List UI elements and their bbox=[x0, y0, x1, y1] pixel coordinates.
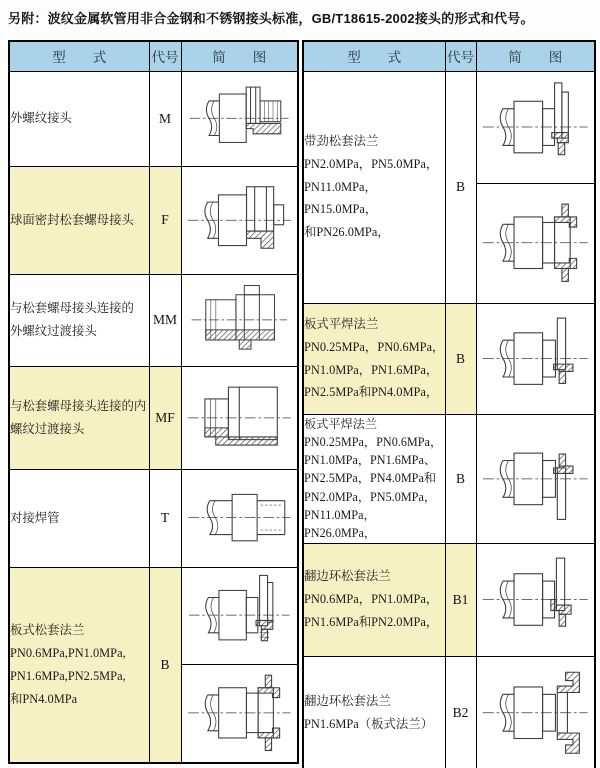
neck-loose-flange-diagram bbox=[477, 72, 595, 183]
loose-nut-fitting-diagram bbox=[182, 167, 298, 274]
fitting-code: T bbox=[149, 469, 181, 567]
plate-loose-flange-diagram bbox=[182, 568, 298, 664]
fitting-type-label: 带劲松套法兰 PN2.0MPa，PN5.0MPa， PN11.0MPa，PN15.0MPa， 和PN26.0MPa， bbox=[303, 71, 445, 303]
fitting-type-label: 翻边环松套法兰 PN0.6MPa，PN1.0MPa， PN1.6MPa和PN2.0MPa， bbox=[303, 543, 445, 656]
table-row bbox=[303, 414, 595, 543]
table-row bbox=[303, 656, 595, 768]
fitting-type-label: 与松套螺母接头连接的内 螺纹过渡接头 bbox=[9, 366, 149, 469]
col-header-type: 型 式 bbox=[9, 41, 149, 71]
table-row bbox=[303, 543, 595, 656]
col-header-diagram: 简 图 bbox=[476, 41, 595, 71]
male-thread-fitting-diagram bbox=[182, 72, 298, 166]
plate-weld-flange-diagram bbox=[477, 304, 595, 414]
fittings-table-right bbox=[302, 40, 596, 768]
flanged-plate-flange-diagram bbox=[477, 657, 595, 768]
fitting-code: M bbox=[149, 71, 181, 166]
table-row bbox=[303, 71, 595, 183]
table-row bbox=[9, 567, 298, 664]
fitting-code: B2 bbox=[445, 656, 476, 768]
male-female-adapter-diagram bbox=[182, 367, 298, 469]
table-row bbox=[9, 366, 298, 469]
fitting-type-label: 对接焊管 bbox=[9, 469, 149, 567]
fitting-type-label: 板式平焊法兰 PN0.25MPa，PN0.6MPa， PN1.0MPa，PN1.6MPa， PN2.5MPa和PN4.0MPa， bbox=[303, 303, 445, 414]
fitting-code: B bbox=[149, 567, 181, 763]
table-row bbox=[9, 469, 298, 567]
table-row bbox=[9, 71, 298, 166]
fitting-code: B bbox=[445, 71, 476, 303]
fitting-type-label: 板式平焊法兰 PN0.25MPa，PN0.6MPa， PN1.0MPa，PN1.6MPa、 PN2.5MPa，PN4.0MPa和 PN2.0MPa，PN5.0MPa， PN11.0MPa，PN26.0MPa， bbox=[303, 414, 445, 543]
fitting-type-label: 球面密封松套螺母接头 bbox=[9, 166, 149, 274]
fittings-table-left bbox=[8, 40, 299, 764]
butt-weld-pipe-diagram bbox=[182, 470, 298, 567]
fitting-type-label: 与松套螺母接头连接的 外螺纹过渡接头 bbox=[9, 274, 149, 366]
male-male-adapter-diagram bbox=[182, 275, 298, 366]
loose-flange-ring-diagram bbox=[182, 665, 298, 763]
flanged-ring-flange-diagram bbox=[477, 544, 595, 656]
table-row bbox=[9, 166, 298, 274]
col-header-diagram: 简 图 bbox=[181, 41, 298, 71]
fitting-code: MM bbox=[149, 274, 181, 366]
col-header-type: 型 式 bbox=[303, 41, 445, 71]
fitting-code: B bbox=[445, 303, 476, 414]
fitting-code: MF bbox=[149, 366, 181, 469]
plate-weld-flange-diagram bbox=[477, 415, 595, 543]
page-title: 另附：波纹金属软管用非合金钢和不锈钢接头标准，GB/T18615-2002接头的形式和代号。 bbox=[8, 11, 534, 26]
col-header-code: 代号 bbox=[149, 41, 181, 71]
loose-flange-ring-diagram bbox=[477, 184, 595, 303]
fitting-type-label: 板式松套法兰 PN0.6MPa,PN1.0MPa, PN1.6MPa,PN2.5MPa, 和PN4.0MPa bbox=[9, 567, 149, 763]
fitting-tables bbox=[8, 40, 596, 768]
table-row bbox=[9, 274, 298, 366]
fitting-code: F bbox=[149, 166, 181, 274]
fitting-code: B1 bbox=[445, 543, 476, 656]
fitting-type-label: 外螺纹接头 bbox=[9, 71, 149, 166]
fitting-type-label: 翻边环松套法兰 PN1.6MPa（板式法兰） bbox=[303, 656, 445, 768]
table-row bbox=[303, 303, 595, 414]
col-header-code: 代号 bbox=[445, 41, 476, 71]
fitting-code: B bbox=[445, 414, 476, 543]
